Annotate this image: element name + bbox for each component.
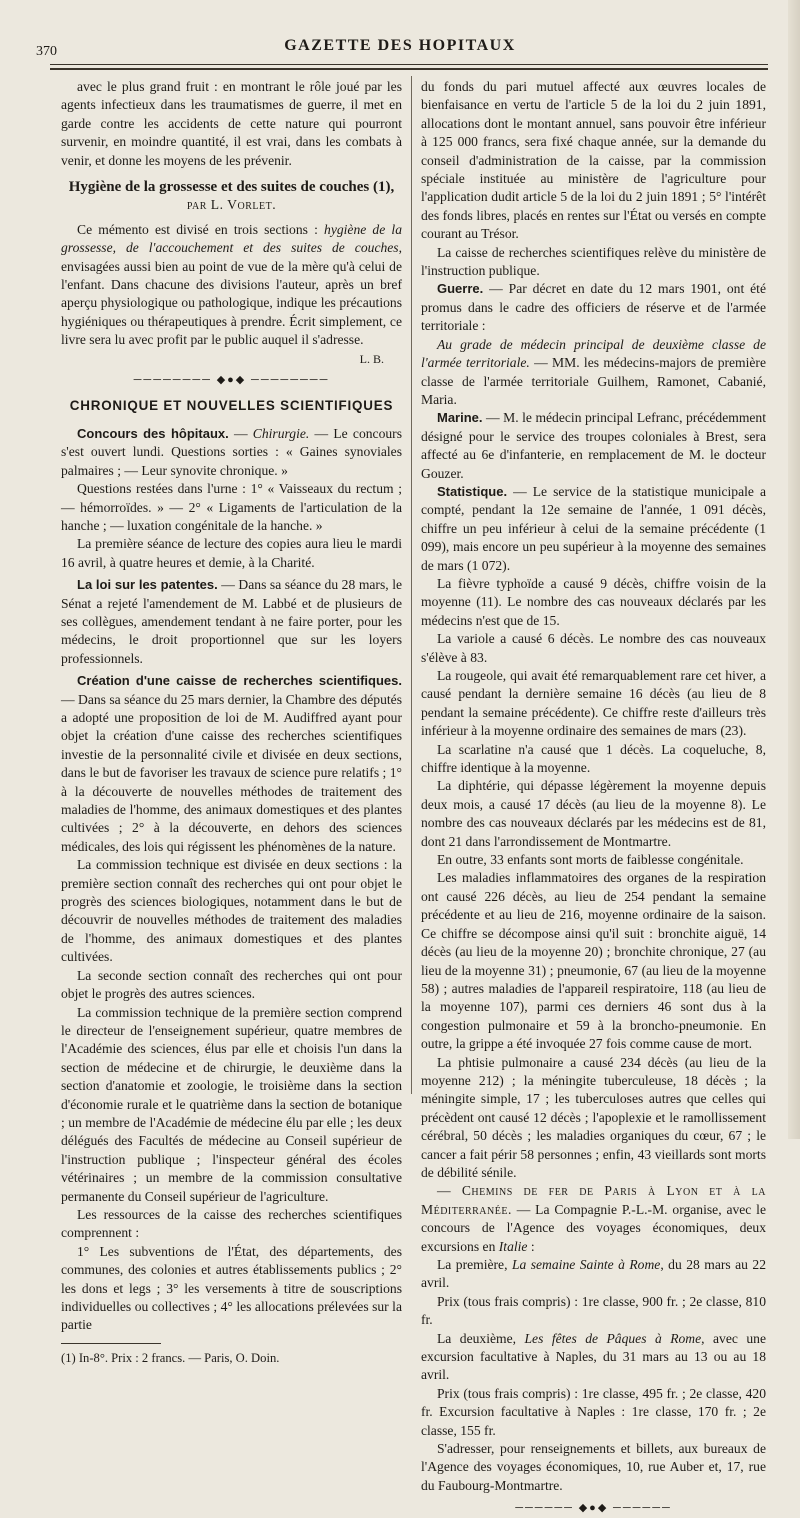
releve-paragraph: La caisse de recherches scientifiques relève du ministère de l'instruction publique.	[421, 244, 766, 279]
commission-tech-paragraph: La commission technique de la première section comprend le directeur de l'enseignement supérieur, quatre membres de l'Académie des sciences, élus par elle et choisis l'un dans la section de médecine et de chirurgie, le deuxième dans la section d'anatomie et zoologie, le troisième dans la section d'économie rurale et le quatrième dans la section de botanique ; un membre de l'Académie de médecine élu par elle ; les deux délégués des Facultés de médecine au Conseil supérieur de l'instruction publique ; l'inspecteur général des écoles vétérinaires ; un membre de la commission consultative permanente du Conseil supérieur de l'agriculture.	[61, 1004, 402, 1204]
phtisie-paragraph: La phtisie pulmonaire a causé 234 décès (au lieu de la moyenne 212) ; la méningite tuberculeuse, 18 décès ; la méningite simple, 17 ; les tuberculoses autres que celles qui précèdent ont causé 12 décès ; l'apoplexie et le ramollissement cérébral, 50 décès ; les maladies organiques du cœur, 67 ; le cancer a fait périr 58 personnes ; enfin, 43 vieillards sont morts de débilité sénile.	[421, 1054, 766, 1180]
review-text-a: Ce mémento est divisé en trois sections :	[77, 221, 325, 237]
deuxieme-italic: Les fêtes de Pâques à Rome	[524, 1330, 702, 1346]
chemins-end: :	[527, 1238, 535, 1254]
caisse-text: — Dans sa séance du 25 mars dernier, la Chambre des députés a adopté une proposition de loi de M. Audiffred ayant pour objet la création d'une caisse des recherches scientifiques investie de la personnalité civile et divisée en deux sections, dans le but de favoriser les travaux de science pure relatifs ; 1° à la découverte de nouvelles méthodes de traitement des maladies de l'homme, des animaux domestiques et des plantes cultivées ; 2° à la découverte, en dehors des sciences médicales, des lois qui régissent les phénomènes de la nature.	[61, 691, 402, 854]
grade-italic: Au grade de médecin principal de deuxième classe de l'armée territoriale.	[421, 336, 766, 371]
patentes-text: — Dans sa séance du 28 mars, le Sénat a rejeté l'amendement de M. Labbé et de plusieurs de ses collègues, amendement tendant à ne faire porter, pour les médecins, le droit proportionnel que sur les loyers professionnels.	[61, 577, 403, 666]
premiere-italic: La semaine Sainte à Rome	[511, 1257, 661, 1272]
book-author: par L. Vorlet.	[186, 197, 277, 213]
deuxieme-paragraph	[421, 1330, 766, 1385]
marine-text: — M. le médecin principal Lefranc, précédemment désigné pour le service des troupes coloniales à Brest, sera affecté au 6e d'infanterie, en remplacement de M. le docteur Gouzer.	[421, 410, 766, 481]
caisse-heading: Création d'une caisse de recherches scientifiques.	[77, 673, 402, 689]
book-title: Hygiène de la grossesse et des suites de couches (1),	[68, 179, 395, 196]
marine-paragraph	[421, 409, 766, 483]
premiere-a: La première,	[437, 1257, 512, 1272]
concours-heading: Concours des hôpitaux.	[77, 425, 229, 441]
grade-paragraph	[421, 336, 766, 410]
statistique-paragraph	[421, 483, 766, 575]
questions-paragraph: Questions restées dans l'urne : 1° « Vaisseaux du rectum ; — hémorroïdes. » — 2° « Ligaments de l'articulation de la hanche ; — luxation congénitale de la hanche. »	[61, 481, 402, 533]
statistique-text: — Le service de la statistique municipale a compté, pendant la 12e semaine de l'année, 1 091 décès, chiffre un peu inférieur à celui de la semaine précédente (1 099), mais encore un peu supérieur à la moyenne des semaines de mars (1 072).	[421, 483, 766, 573]
premiere-paragraph	[421, 1256, 766, 1293]
review-signature: L. B.	[359, 351, 384, 366]
respiration-paragraph: Les maladies inflammatoires des organes de la respiration ont causé 226 décès, au lieu de 254 pendant la semaine précédente et au lieu de 216, moyenne ordinaire de la saison. Ce chiffre se décompose ainsi qu'il suit : bronchite aiguë, 14 décès (au lieu de la moyenne 20) ; bronchite chronique, 27 (au lieu de la moyenne 31) ; pneumonie, 67 (au lieu de la moyenne 58) ; autres maladies de l'appareil respiratoire, 118 (au lieu de la moyenne 107), parmi ces derniers 46 sont dus à la congestion pulmonaire et 59 à la broncho-pneumonie. En outre, la grippe a été invoquée 27 fois comme cause de mort.	[421, 870, 766, 1052]
page-number: 370	[36, 44, 57, 59]
left-column	[61, 78, 402, 1367]
adresser-paragraph: S'adresser, pour renseignements et billets, aux bureaux de l'Agence des voyages économiques, 10, rue Auber et, 17, rue du Faubourg-Montmartre.	[421, 1441, 766, 1493]
patentes-heading: La loi sur les patentes.	[77, 577, 218, 593]
concours-italic: Chirurgie.	[252, 425, 310, 441]
chemins-text: — La Compagnie P.-L.-M. organise, avec le concours de l'Agence des voyages économiques, deux excursions en	[421, 1201, 766, 1254]
page-edge	[788, 0, 800, 1139]
footnote: (1) In-8°. Prix : 2 francs. — Paris, O. Doin.	[61, 1350, 280, 1365]
header-rule-thick	[50, 68, 768, 70]
premiere-b: , du 28 mars au 22 avril.	[421, 1257, 766, 1291]
book-review	[61, 221, 402, 350]
chemins-paragraph	[421, 1182, 766, 1256]
section-ornament: ──────── ◆●◆ ────────	[133, 374, 330, 387]
section-title: CHRONIQUE ET NOUVELLES SCIENTIFIQUES	[69, 397, 394, 413]
typhoide-paragraph: La fièvre typhoïde a causé 9 décès, chiffre voisin de la moyenne (11). Le nombre des cas nouveaux déclarés par les médecins n'est que de 15.	[421, 575, 766, 628]
right-column	[421, 78, 766, 1518]
chemins-italic: Italie	[498, 1238, 528, 1254]
seconde-paragraph: La seconde section connaît des recherches qui ont pour objet le progrès des autres sciences.	[61, 967, 402, 1002]
scarlatine-paragraph: La scarlatine n'a causé que 1 décès. La coqueluche, 8, chiffre identique à la moyenne.	[421, 741, 766, 776]
patentes-paragraph	[61, 576, 402, 668]
end-ornament: ────── ◆●◆ ──────	[515, 1502, 672, 1515]
header-rule-thin	[50, 64, 768, 65]
prix2-paragraph: Prix (tous frais compris) : 1re classe, 495 fr. ; 2e classe, 420 fr. Excursion facultative à Naples : 1re classe, 170 fr. ; 2e classe, 155 fr.	[421, 1385, 766, 1438]
deuxieme-b: , avec une excursion facultative à Naples, du 31 mars au 13 ou au 18 avril.	[421, 1330, 767, 1383]
statistique-heading: Statistique.	[437, 483, 508, 499]
chemins-heading: — Chemins de fer de Paris à Lyon et à la Méditerranée.	[421, 1183, 766, 1217]
footnote-rule	[61, 1343, 161, 1344]
caisse-paragraph	[61, 672, 402, 856]
ressources-paragraph: Les ressources de la caisse des recherches scientifiques comprennent :	[61, 1206, 402, 1241]
intro-paragraph: avec le plus grand fruit : en montrant le rôle joué par les agents infectieux dans les traumatismes de guerre, il met en garde contre les accidents de cette nature qui pourront survenir, en moindre quantité, il est vrai, dans les combats à venir, et donne les moyens de les prévenir.	[61, 79, 402, 168]
prix1-paragraph: Prix (tous frais compris) : 1re classe, 900 fr. ; 2e classe, 810 fr.	[421, 1293, 766, 1328]
grade-text: — MM. les médecins-majors de première classe de l'armée territoriale Guilhem, Ramonet, Cabanié, Maria.	[421, 355, 766, 407]
lecture-paragraph: La première séance de lecture des copies aura lieu le mardi 16 avril, à quatre heures et demie, à la Charité.	[61, 536, 402, 570]
faiblesse-paragraph: En outre, 33 enfants sont morts de faiblesse congénitale.	[437, 852, 744, 868]
concours-dash: —	[228, 425, 253, 441]
guerre-text: — Par décret en date du 12 mars 1901, ont été promus dans le cadre des officiers de réserve et de l'armée territoriale :	[421, 281, 766, 334]
commission-paragraph: La commission technique est divisée en deux sections : la première section connaît des recherches qui ont pour objet le progrès des sciences biologiques, notamment dans le but de découvrir de nouvelles méthodes de traitement des maladies de l'homme, des animaux domestiques et des plantes cultivées.	[61, 857, 402, 965]
marine-heading: Marine.	[437, 410, 483, 426]
diphterie-paragraph: La diphtérie, qui dépasse légèrement la moyenne depuis deux mois, a causé 17 décès (au lieu de la moyenne 8). Le nombre des cas nouveaux déclarés par les médecins est de 81, dont 21 dans l'arrondissement de Montmartre.	[421, 778, 766, 849]
guerre-heading: Guerre.	[437, 281, 484, 297]
concours-paragraph	[61, 425, 402, 480]
subventions-paragraph: 1° Les subventions de l'État, des départements, des communes, des colonies et autres établissements publics ; 2° les dons et legs ; 3° les versements à titre de souscriptions individuelles ou collectives ; 4° les allocations prélevées sur la partie	[61, 1243, 402, 1333]
column-divider	[411, 76, 412, 1094]
deuxieme-a: La deuxième,	[437, 1330, 525, 1346]
journal-title: GAZETTE DES HOPITAUX	[284, 37, 516, 54]
variole-paragraph: La variole a causé 6 décès. Le nombre des cas nouveaux s'élève à 83.	[421, 631, 766, 665]
review-text-b: , envisagées aussi bien au point de vue de la mère qu'à celui de l'enfant. Dans chacune des divisions l'auteur, après un bref aperçu physiologique ou pathologique, indique les précautions hygiéniques ou thérapeutiques à prendre. Écrit simplement, ce livre sera lu avec profit par le public auquel il s'adresse.	[61, 240, 402, 348]
guerre-paragraph	[421, 280, 766, 335]
fonds-paragraph: du fonds du pari mutuel affecté aux œuvres locales de bienfaisance en vertu de l'article 5 de la loi du 2 juin 1891, allocations dont le montant annuel, sans pouvoir être inférieur à 125 000 francs, sera fixé chaque année, sur la demande du conseil d'administration de la caisse, par la commission spéciale instituée au ministère de l'agriculture pour l'application dudit article 5 de la loi du 2 juin 1891 ; 5° l'intérêt des fonds libres, placés en rentes sur l'État ou versés en compte courant au Trésor.	[421, 79, 766, 242]
review-sections-italic: hygiène de la grossesse, de l'accouchement et des suites de couches	[61, 221, 402, 256]
rougeole-paragraph: La rougeole, qui avait été remarquablement rare cet hiver, a causé pendant la dernière semaine 16 décès (au lieu de 8 pendant la semaine précédente). Ce chiffre reste d'ailleurs très inférieur à la moyenne ordinaire des semaines de mars (23).	[421, 668, 766, 739]
concours-text: — Le concours s'est ouvert lundi. Questions sorties : « Gaines synoviales palmaires ; — Leur synovite chronique. »	[61, 425, 402, 478]
